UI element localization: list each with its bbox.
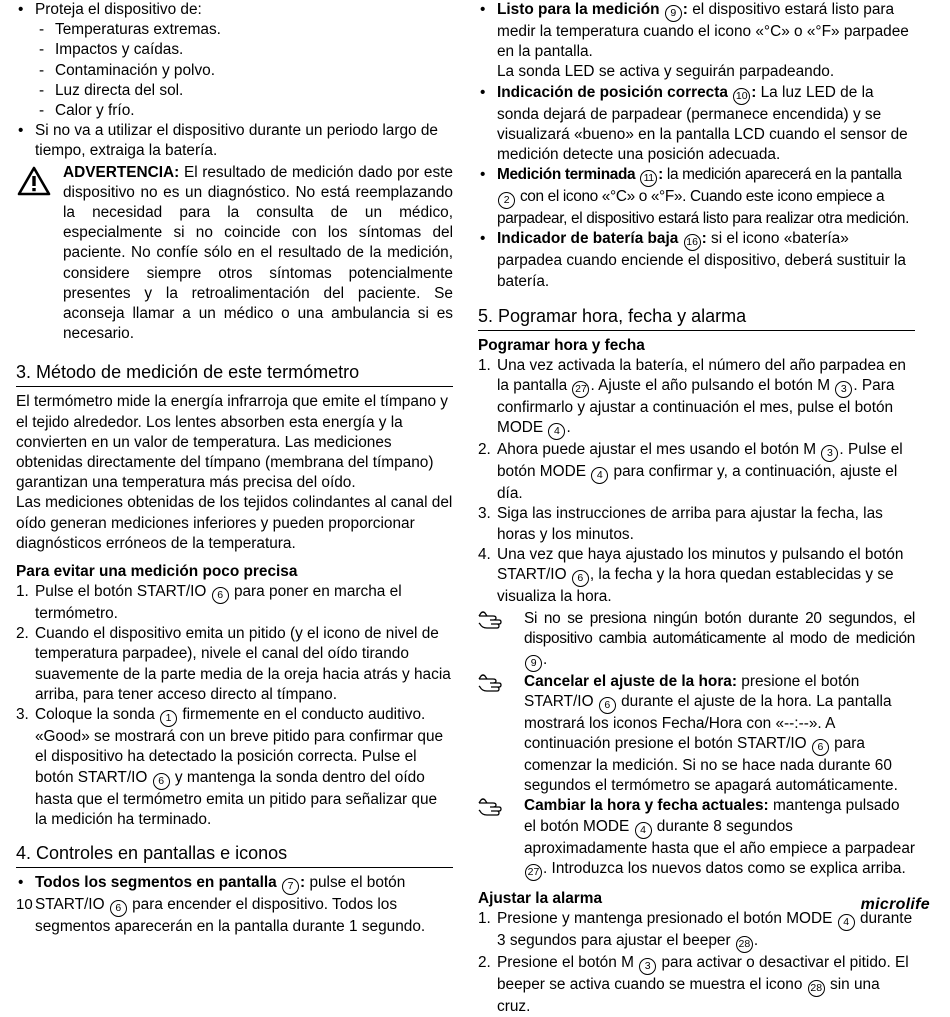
step-text: Coloque la sonda <box>35 706 155 724</box>
warning-text: El resultado de medición dado por este dispositivo no es un diagnóstico. No está reemplazando la necesidad para la consulta de un médico, especialmente si no coincide con los síntomas del paciente. No confíe sólo en el resultado de la medición, considere siempre otros síntomas potencialmente presentes y la retroalimentación del paciente. Se aconseja llamar a un médico o una ambulancia si es necesario. <box>63 163 453 343</box>
battery-text: si el icono «batería» parpadea cuando enciende el dispositivo, deberá sustituir la batería. <box>497 230 906 290</box>
hint-label: Cancelar el ajuste de la hora: <box>524 672 737 690</box>
list-item: 2. Ahora puede ajustar el mes usando el botón M 3 . Pulse el botón MODE 4 para confirmar y, a continuación, ajuste el día. <box>478 441 903 503</box>
icons-list <box>478 0 915 292</box>
protect-sublist <box>35 20 453 121</box>
done-label: Medición terminada <box>497 166 636 184</box>
segments-text: pulse el botón START/IO <box>35 873 406 913</box>
step-text: para activar o desactivar el pitido. El beeper se activa cuando se muestra el icono <box>497 953 909 993</box>
callout-number: 6 <box>572 570 589 587</box>
program-title: Pogramar hora y fecha <box>478 336 645 354</box>
brand-logo: microlife <box>860 896 930 913</box>
section-4-title: 4. Controles en pantallas e iconos <box>16 842 453 868</box>
callout-number: 9 <box>665 5 682 22</box>
callout-number: 28 <box>808 980 825 997</box>
list-item <box>16 624 453 705</box>
program-steps <box>478 356 915 607</box>
section-5-title: 5. Pogramar hora, fecha y alarma <box>478 305 915 331</box>
position-label: Indicación de posición correcta <box>497 83 728 101</box>
step-text: firmemente en el conducto auditivo. «Good» se mostrará con un breve pitido para confirmar que el dispositivo ha detectado la posición correcta. Pulse el botón START/IO <box>35 706 444 786</box>
hint-text: para comenzar la medición. Si no se hace nada durante 60 segundos el termómetro se apagará automáticamente. <box>524 735 898 795</box>
hint-block: Si no se presiona ningún botón durante 20 segundos, el dispositivo cambia automáticamente al modo de medición 9 . <box>478 609 915 671</box>
hint-text: presione el botón START/IO <box>524 672 860 710</box>
callout-number: 6 <box>599 697 616 714</box>
callout-number: 6 <box>153 773 170 790</box>
battery-label: Indicador de batería baja <box>497 230 679 248</box>
callout-number: 2 <box>498 192 515 209</box>
section-3-paragraph-2: Las mediciones obtenidas de los tejidos colindantes al canal del oído generan mediciones inferiores y pueden proporcionar diagnósticos erróneos de la temperatura. <box>16 494 453 552</box>
step-text: para confirmar y, a continuación, ajuste el día. <box>497 463 898 503</box>
list-item: • Indicador de batería baja 16 : si el icono «batería» parpadea cuando enciende el dispositivo, deberá sustituir la batería. <box>478 229 915 291</box>
list-item: 1. Presione y mantenga presionado el botón MODE 4 durante 3 segundos para ajustar el beeper 28 . <box>478 909 915 953</box>
right-column <box>478 0 915 1017</box>
warning-label: ADVERTENCIA: <box>63 163 180 181</box>
callout-number: 3 <box>821 445 838 462</box>
callout-number: 1 <box>160 710 177 727</box>
step-text: Una vez activada la batería, el número del año parpadea en la pantalla <box>497 356 906 395</box>
pointing-hand-icon <box>477 674 507 698</box>
ready-label: Listo para la medición <box>497 1 660 18</box>
step-text: durante 3 segundos para ajustar el beeper <box>497 909 913 949</box>
step-text: , la fecha y la hora quedan establecidas y se visualiza la hora. <box>497 566 894 606</box>
step-text: . Ajuste el año pulsando el botón M <box>590 377 831 395</box>
protect-list <box>16 0 453 162</box>
position-text: La luz LED de la sonda dejará de parpadear (permanece encendida) y se visualizará «bueno» en la pantalla LCD cuando el sensor de medición detecte una posición adecuada. <box>497 83 908 164</box>
list-item <box>16 121 453 161</box>
step-text: sin una cruz. <box>497 975 880 1015</box>
pointing-hand-icon <box>477 798 507 822</box>
list-item <box>16 582 453 624</box>
list-item: - Temperaturas extremas. <box>35 20 453 40</box>
callout-number: 27 <box>572 381 589 398</box>
callout-number: 9 <box>525 655 542 672</box>
section-3-paragraph-1: El termómetro mide la energía infrarroja que emite el tímpano y el tejido alrededor. Los lentes absorben esta energía y la convierten en un valor de temperatura. Las mediciones obtenidas directamente del tímpano (membrana del tímpano) garantizan una temperatura más precisa del oído. <box>16 393 448 492</box>
page-number: 10 <box>16 896 33 913</box>
protect-intro: Proteja el dispositivo de: <box>35 1 202 18</box>
battery-note: Si no va a utilizar el dispositivo durante un periodo largo de tiempo, extraiga la batería. <box>35 122 438 160</box>
callout-number: 3 <box>639 958 656 975</box>
list-item: - Luz directa del sol. <box>35 81 453 101</box>
callout-number: 4 <box>548 423 565 440</box>
step-text: Pulse el botón START/IO <box>35 583 207 601</box>
callout-number: 28 <box>736 936 753 953</box>
section-3-title: 3. Método de medición de este termómetro <box>16 361 453 387</box>
list-item <box>16 0 453 121</box>
callout-number: 4 <box>591 467 608 484</box>
hint-text: durante 8 segundos aproximadamente hasta que el año empiece a parpadear <box>524 817 916 857</box>
hint-block <box>478 672 915 797</box>
step-text: Cuando el dispositivo emita un pitido (y el icono de nivel de temperatura parpadee), nivele el canal del oído tirando suavemente de la parte media de la oreja hacia atrás y hacia arriba, para tener acceso directo al tímpano. <box>35 625 451 703</box>
warning-block <box>16 163 453 345</box>
list-item: 1. Una vez activada la batería, el número del año parpadea en la pantalla 27 . Ajuste el año pulsando el botón M 3 . Para confirmarlo y ajustar a continuación el mes, pulse el botón MODE 4 . <box>478 356 915 440</box>
callout-number: 3 <box>835 381 852 398</box>
list-item: 4. Una vez que haya ajustado los minutos y pulsando el botón START/IO 6 , la fecha y la hora quedan establecidas y se visualiza la hora. <box>478 545 904 606</box>
hint-text: mantenga pulsado el botón MODE <box>524 797 900 835</box>
step-number: 2. <box>16 625 29 643</box>
list-item: • Todos los segmentos en pantalla 7 : pulse el botón START/IO 6 para encender el dispositivo. Todos los segmentos aparecerán en la pantalla durante 1 segundo. <box>16 873 453 937</box>
alarm-steps <box>478 909 915 1017</box>
step-text: Ahora puede ajustar el mes usando el botón M <box>497 441 817 459</box>
controls-list <box>16 873 453 937</box>
step-text: y mantenga la sonda dentro del oído hasta que el termómetro emita un pitido para señalizar que la medición ha terminado. <box>35 768 438 828</box>
step-text: . Para confirmarlo y ajustar a continuación el mes, pulse el botón MODE <box>497 377 895 437</box>
done-text: con el icono «°C» o «°F». Cuando este icono empiece a parpadear, el dispositivo estará listo para realizar otra medición. <box>497 188 909 228</box>
avoid-title: Para evitar una medición poco precisa <box>16 563 298 581</box>
list-item: - Impactos y caídas. <box>35 40 453 60</box>
segments-text: para encender el dispositivo. Todos los segmentos aparecerán en la pantalla durante 1 segundo. <box>35 895 426 935</box>
callout-number: 11 <box>640 170 657 187</box>
step-text: Una vez que haya ajustado los minutos y pulsando el botón START/IO <box>497 545 904 584</box>
alarm-title: Ajustar la alarma <box>478 889 603 907</box>
ready-text-2: La sonda LED se activa y seguirán parpadeando. <box>497 63 835 81</box>
warning-icon <box>17 166 51 196</box>
list-item: - Contaminación y polvo. <box>35 61 453 81</box>
left-column <box>16 0 453 937</box>
callout-number: 4 <box>635 822 652 839</box>
list-item: • Listo para la medición 9 : el dispositivo estará listo para medir la temperatura cuando el icono «°C» o «°F» parpadee en la pantalla. La sonda LED se activa y seguirán parpadeando. <box>478 0 915 83</box>
callout-number: 6 <box>212 587 229 604</box>
list-item <box>16 705 453 830</box>
step-text: para poner en marcha el termómetro. <box>35 583 402 623</box>
done-text: la medición aparecerá en la pantalla <box>666 166 902 184</box>
step-text: Presione el botón M <box>497 953 634 971</box>
callout-number: 6 <box>812 739 829 756</box>
list-item: 3. Siga las instrucciones de arriba para ajustar la fecha, las horas y los minutos. <box>478 505 883 543</box>
step-text: Presione y mantenga presionado el botón MODE <box>497 909 833 927</box>
pointing-hand-icon <box>477 611 507 635</box>
hint-text: . Introduzca los nuevos datos como se explica arriba. <box>543 859 906 877</box>
callout-number: 16 <box>684 234 701 251</box>
hint-block <box>478 796 915 880</box>
callout-number: 4 <box>838 914 855 931</box>
hint-text: durante el ajuste de la hora. La pantalla mostrará los iconos Fecha/Hora con «--:--». A continuación presione el botón START/IO <box>524 692 892 753</box>
segments-label: Todos los segmentos en pantalla <box>35 873 277 891</box>
callout-number: 27 <box>525 864 542 881</box>
ready-text: el dispositivo estará listo para medir la temperatura cuando el icono «°C» o «°F» parpadee en la pantalla. <box>497 1 909 61</box>
step-text: Siga las instrucciones de arriba para ajustar la fecha, las horas y los minutos. <box>497 505 883 543</box>
callout-number: 10 <box>733 88 750 105</box>
list-item: • Indicación de posición correcta 10 : La luz LED de la sonda dejará de parpadear (permanece encendida) y se visualizará «bueno» en la pantalla LCD cuando el sensor de medición detecte una posición adecuada. <box>478 83 915 166</box>
callout-number: 6 <box>110 900 127 917</box>
hint-text: Si no se presiona ningún botón durante 20 segundos, el dispositivo cambia automáticamente al modo de medición <box>524 610 915 648</box>
callout-number: 7 <box>282 878 299 895</box>
list-item: • Medición terminada 11 : la medición aparecerá en la pantalla 2 con el icono «°C» o «°F». Cuando este icono empiece a parpadear, el dispositivo estará listo para realizar otra medición. <box>478 165 915 229</box>
list-item: 2. Presione el botón M 3 para activar o desactivar el pitido. El beeper se activa cuando se muestra el icono 28 sin una cruz. <box>478 953 909 1015</box>
list-item: - Calor y frío. <box>35 101 453 121</box>
step-number: 1. <box>16 583 29 601</box>
step-number: 3. <box>16 706 29 724</box>
hint-label: Cambiar la hora y fecha actuales: <box>524 797 769 815</box>
avoid-steps <box>16 582 453 830</box>
step-text: . Pulse el botón MODE <box>497 441 903 481</box>
